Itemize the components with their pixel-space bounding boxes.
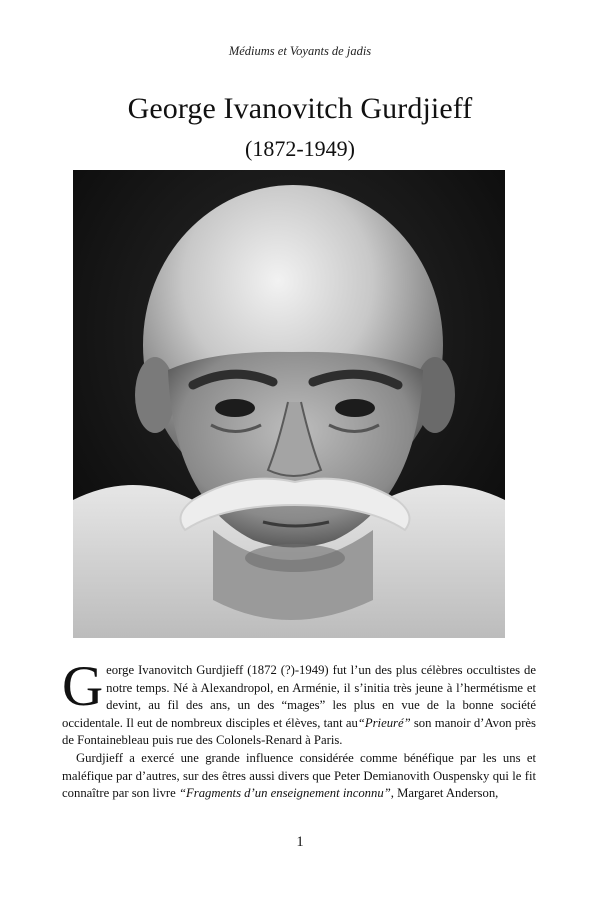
page-number: 1 — [296, 834, 304, 850]
paragraph-1-text-end: son manoir d’Avon près de Fontainebleau puis rue des Colonels-Renard à Paris. — [62, 715, 536, 748]
left-ear — [135, 357, 175, 433]
portrait-photo — [73, 170, 505, 638]
paragraph-2-text-end: , Margaret Anderson, — [390, 786, 499, 801]
book-title-italic: “Fragments d’un enseignement inconnu” — [178, 786, 391, 801]
left-eye — [215, 399, 255, 417]
paragraph-2 — [62, 750, 536, 803]
paragraph-1 — [62, 655, 536, 750]
right-eye — [335, 399, 375, 417]
page-title: George Ivanovitch Gurdjieff — [127, 92, 473, 125]
drop-cap: G — [62, 655, 104, 718]
paragraph-2-text: Gurdjieff a exercé une grande influence considérée comme bénéfique par les uns et maléfique par d’autres, sur des êtres aussi divers que Peter Demianovith Ouspensky qui le fit connaître par son livre — [62, 750, 536, 801]
paragraph-1-text: eorge Ivanovitch Gurdjieff (1872 (?)-1949) fut l’un des plus célèbres occultistes de notre temps. Né à Alexandropol, en Arménie, il s’initia très jeune à l’hermétisme et devint, au fil des ans, un des “mages” les plus en vue de la bonne société occidentale. Il eut de nombreux disciples et élèves, tant au — [62, 663, 536, 730]
running-head: Médiums et Voyants de jadis — [228, 44, 372, 58]
article-body — [62, 655, 536, 803]
life-dates: (1872-1949) — [245, 136, 355, 161]
prieure-italic: “Prieuré” — [357, 715, 411, 730]
